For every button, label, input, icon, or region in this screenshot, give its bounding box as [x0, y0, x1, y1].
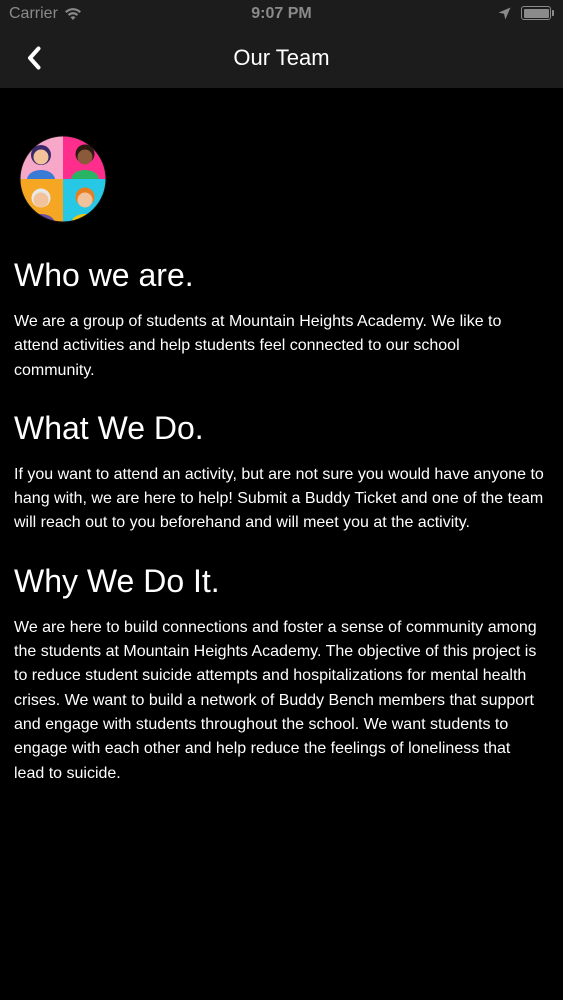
- content-area: [14, 135, 544, 786]
- battery-icon: [521, 6, 551, 20]
- status-time: 9:07 PM: [251, 5, 312, 22]
- section-body-why: We are here to build connections and foster a sense of community among the students at Mountain Heights Academy. The objective of this project is to reduce student suicide attempts and hospitalizations for mental health crises. We want to build a network of Buddy Bench members that support and engage with students throughout the school. We want students to engage with each other and help reduce the feelings of loneliness that lead to suicide.: [14, 618, 537, 782]
- section-body-what: If you want to attend an activity, but are not sure you would have anyone to hang with, we are here to help! Submit a Buddy Ticket and one of the team will reach out to you beforehand and will meet you at the activity.: [14, 465, 544, 532]
- navigation-bar: [0, 30, 563, 88]
- page-title: Our Team: [233, 45, 330, 70]
- status-right-icons: [498, 6, 551, 20]
- location-arrow-icon: [498, 7, 511, 20]
- section-heading-what: What We Do.: [14, 409, 204, 446]
- battery-fill: [524, 9, 549, 18]
- team-avatars-icon: [19, 135, 107, 223]
- carrier-label: Carrier: [9, 5, 58, 22]
- section-body-who: We are a group of students at Mountain Heights Academy. We like to attend activities and help students feel connected to our school community.: [14, 313, 502, 379]
- status-bar: [0, 0, 563, 30]
- section-heading-who: Who we are.: [14, 257, 194, 293]
- section-heading-why: Why We Do It.: [14, 562, 220, 599]
